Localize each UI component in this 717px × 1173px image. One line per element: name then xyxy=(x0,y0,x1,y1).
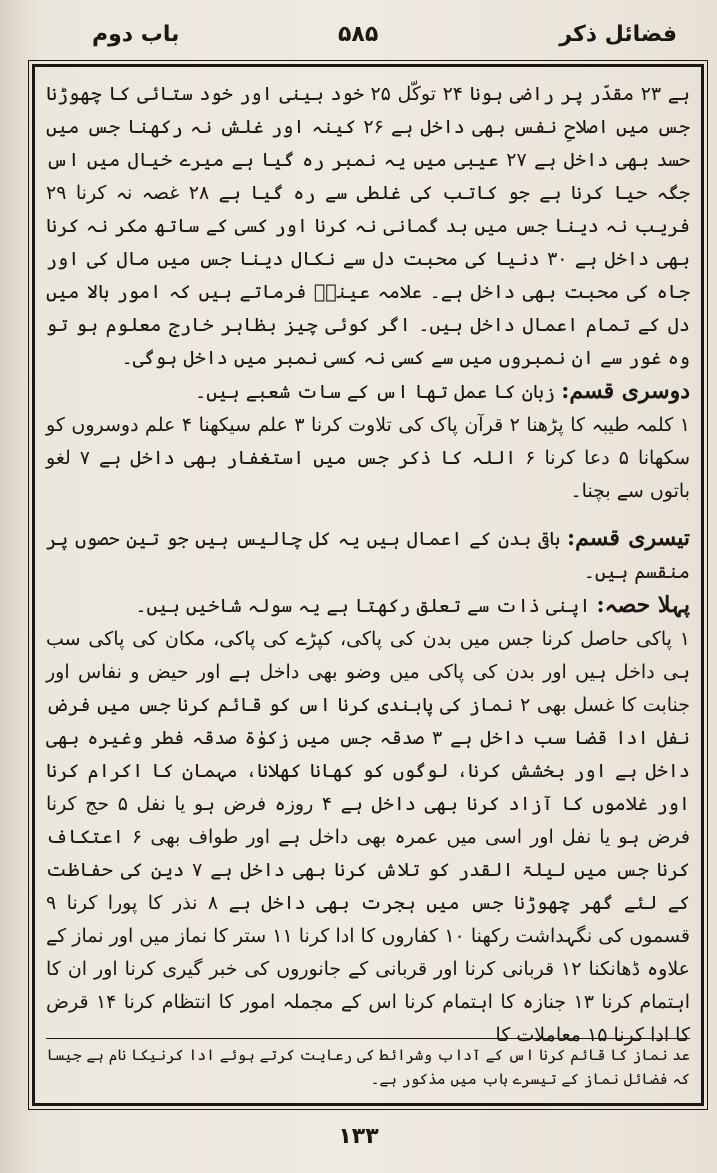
section-second-kind xyxy=(46,375,690,409)
book-title: فضائل ذکر xyxy=(559,22,677,47)
folio-number: ۱۳۳ xyxy=(338,1124,379,1149)
running-head xyxy=(0,12,717,60)
heading-third-kind: تیسری قسم: xyxy=(567,525,690,551)
chapter-title: باب دوم xyxy=(92,22,180,47)
heading-first-part-text: اپنی ذات سے تعلق رکھتا ہے یہ سولہ شاخیں ہیں۔ xyxy=(135,595,591,617)
section-third-kind xyxy=(46,522,690,589)
heading-first-part: پہلا حصہ: xyxy=(596,592,690,618)
body-text xyxy=(46,78,690,1052)
page-number: ۵۸۵ xyxy=(338,22,379,47)
footnote: عد نماز کا قائم کرنا اس کے آداب وشرائط کی رعایت کرتے ہوئے ادا کرنیکا نام ہے جیسا کہ فضائل نماز کے تیسرے باب میں مذکور ہے۔ xyxy=(46,1038,690,1091)
paragraph-tongue-deeds: ۱ کلمہ طیبہ کا پڑھنا ۲ قرآن پاک کی تلاوت کرنا ۳ علم سیکھنا ۴ علم دوسروں کو سکھانا ۵ دعا کرنا ۶ اللہ کا ذکر جس میں استغفار بھی داخل ہے ۷ لغو باتوں سے بچنا۔ xyxy=(46,414,691,502)
heading-second-kind: دوسری قسم: xyxy=(561,378,690,404)
heading-second-kind-text: زبان کا عمل تھا اس کے سات شعبے ہیں۔ xyxy=(195,381,556,403)
section-first-part xyxy=(46,589,690,623)
paragraph-heart-deeds: ہے ۲۳ مقدّر پر راضی ہونا ۲۴ توکّل ۲۵ خود بینی اور خود ستائی کا چھوڑنا جس میں اصلاحِ نفس بھی داخل ہے ۲۶ کینہ اور غلش نہ رکھنا جس میں حسد بھی داخل ہے ۲۷ عیبی میں یہ نمبر رہ گیا ہے میرے خیال میں اس جگہ حیا کرنا ہے جو کاتب کی غلطی سے رہ گیا ہے ۲۸ غصہ نہ کرنا ۲۹ فریب نہ دینا جس میں بد گمانی نہ کرنا اور کسی کے ساتھ مکر نہ کرنا بھی داخل ہے ۳۰ دنیا کی محبت دل سے نکال دینا جس میں مال کی اور جاہ کی محبت بھی داخل ہے۔ علامہ عینیؒ فرماتے ہیں کہ امور بالا میں دل کے تمام اعمال داخل ہیں۔ اگر کوئی چیز بظاہر خارج معلوم ہو تو وہ غور سے ان نمبروں میں سے کسی نہ کسی نمبر میں داخل ہوگی۔ xyxy=(46,83,690,369)
heading-third-kind-text: باقی بدن کے اعمال ہیں یہ کل چالیس ہیں جو تین حصوں پر منقسم ہیں۔ xyxy=(46,528,690,583)
paragraph-body-deeds: ۱ پاکی حاصل کرنا جس میں بدن کی پاکی، کپڑے کی پاکی، مکان کی پاکی سب ہی داخل ہیں اور بدن کی پاکی میں وضو بھی داخل ہے اور حیض و نفاس اور جنابت کا غسل بھی ۲ نماز کی پابندی کرنا اس کو قائم کرنا جس میں فرض نفل ادا قضا سب داخل ہے ۳ صدقہ جس میں زکوٰۃ صدقہ فطر وغیرہ بھی داخل ہے اور بخشش کرنا، لوگوں کو کھانا کھلانا، مہمان کا اکرام کرنا اور غلاموں کا آزاد کرنا بھی داخل ہے ۴ روزہ فرض ہو یا نفل ۵ حج کرنا فرض ہو یا نفل اور اسی میں عمرہ بھی داخل ہے اور طواف بھی ۶ اعتکاف کرنا جس میں لیلۃ القدر کو تلاش کرنا بھی داخل ہے ۷ دین کی حفاظت کے لئے گھر چھوڑنا جس میں ہجرت بھی داخل ہے ۸ نذر کا پورا کرنا ۹ قسموں کی نگہداشت رکھنا ۱۰ کفاروں کا ادا کرنا ۱۱ ستر کا نماز میں اور نماز کے علاوہ ڈھانکنا ۱۲ قربانی کرنا اور قربانی کے جانوروں کی خبر گیری کرنا اور ان کا اہتمام کرنا ۱۳ جنازہ کا اہتمام کرنا اس کے مجملہ امور کا انتظام کرنا ۱۴ قرض کا ادا کرنا ۱۵ معاملات کا xyxy=(46,628,691,1046)
